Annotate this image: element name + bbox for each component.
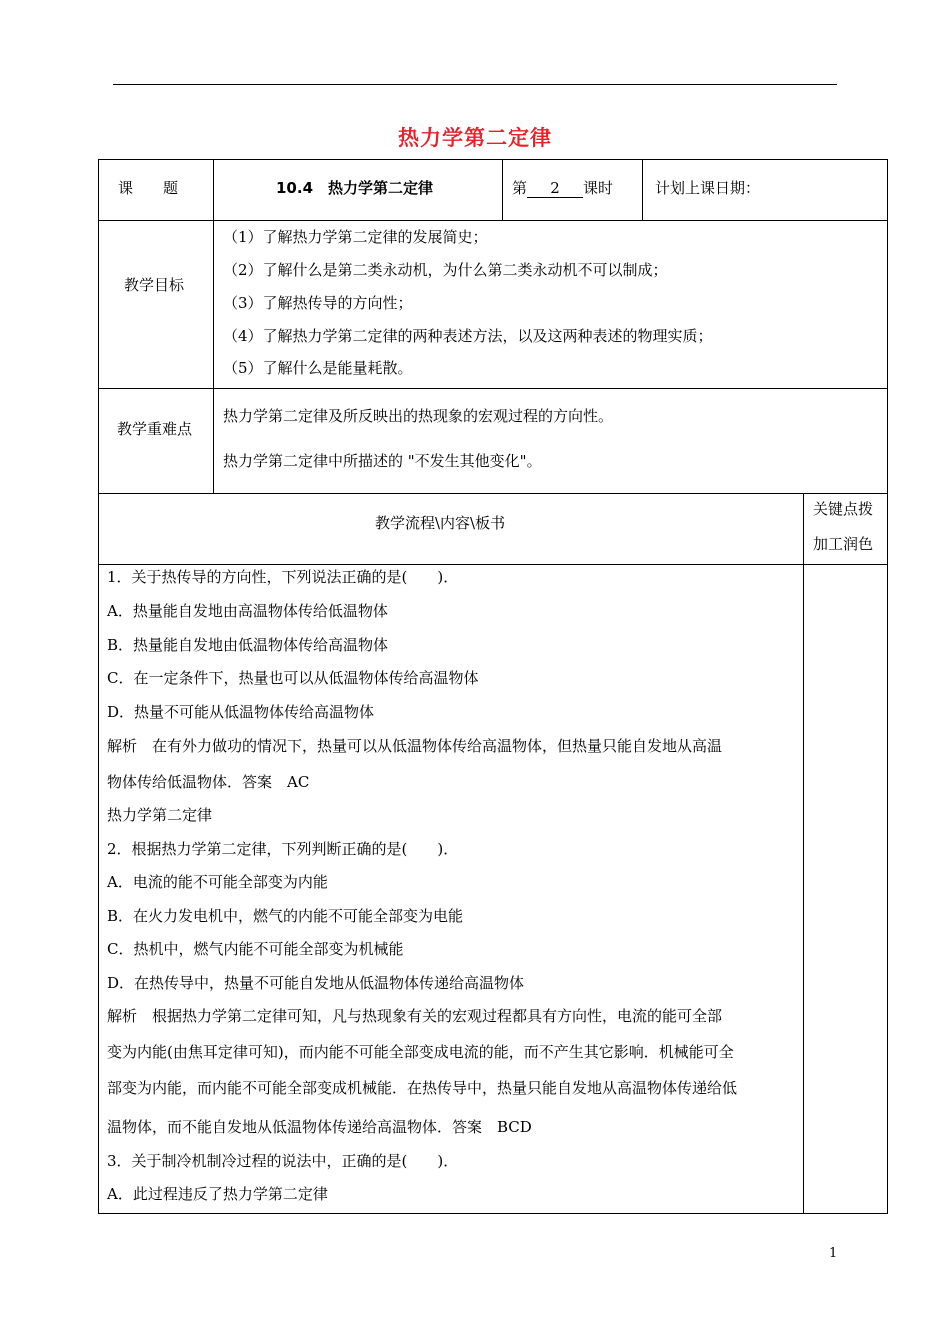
key-point-item: 热力学第二定律中所描述的 "不发生其他变化"。 [223,452,542,470]
row-divider [98,220,888,221]
plan-date-label: 计划上课日期： [655,179,761,197]
col-divider [213,159,214,493]
goal-item: （4）了解热力学第二定律的两种表述方法，以及这两种表述的物理实质； [223,327,713,345]
content-line: B．在火力发电机中，燃气的内能不可能全部变为电能 [107,907,464,925]
content-line: D．在热传导中，热量不可能自发地从低温物体传递给高温物体 [107,974,525,992]
content-line: A．热量能自发地由高温物体传给低温物体 [107,602,388,620]
content-line: 解析 根据热力学第二定律可知，凡与热现象有关的宏观过程都具有方向性，电流的能可全部 [107,1007,723,1025]
content-line: D．热量不可能从低温物体传给高温物体 [107,703,375,721]
period-prefix: 第 [512,179,528,197]
key-point-item: 热力学第二定律及所反映出的热现象的宏观过程的方向性。 [223,407,614,425]
header-rule [113,84,837,85]
content-line: A．此过程违反了热力学第二定律 [107,1185,328,1203]
content-line: B．热量能自发地由低温物体传给高温物体 [107,636,389,654]
content-line: 温物体，而不能自发地从低温物体传递给高温物体．答案 BCD [107,1118,532,1136]
period-field [512,177,613,198]
goal-item: （1）了解热力学第二定律的发展简史； [223,228,488,246]
col-divider [502,159,503,221]
row-divider [98,564,888,565]
content-line: A．电流的能不可能全部变为内能 [107,873,328,891]
table-border-left [98,159,99,1214]
col-divider [803,493,804,1214]
content-line: 部变为内能，而内能不可能全部变成机械能．在热传导中，热量只能自发地从高温物体传递给低 [107,1079,738,1097]
page-title: 热力学第二定律 [398,126,552,150]
row-divider [98,493,888,494]
flow-header-label: 教学流程\内容\板书 [375,514,506,532]
period-suffix: 课时 [583,179,614,197]
content-line: 解析 在有外力做功的情况下，热量可以从低温物体传给高温物体，但热量只能自发地从高温 [107,737,723,755]
content-line: 1．关于热传导的方向性，下列说法正确的是( )． [107,568,459,586]
content-line: 物体传给低温物体．答案 AC [107,773,310,791]
col-divider [642,159,643,221]
content-line: 3．关于制冷机制冷过程的说法中，正确的是( )． [107,1152,459,1170]
content-line: C．热机中，燃气内能不可能全部变为机械能 [107,940,404,958]
table-border-bottom [98,1213,888,1214]
key-points-label: 教学重难点 [117,420,193,438]
lesson-topic: 10.4 热力学第二定律 [276,179,434,197]
table-border-top [98,159,888,160]
side-header-line2: 加工润色 [813,535,874,553]
goals-label: 教学目标 [124,276,185,294]
table-border-right [887,159,888,1214]
page-number: 1 [829,1246,838,1261]
goal-item: （2）了解什么是第二类永动机，为什么第二类永动机不可以制成； [223,261,668,279]
goal-item: （3）了解热传导的方向性； [223,294,413,312]
goal-item: （5）了解什么是能量耗散。 [223,359,413,377]
row-divider [98,388,888,389]
content-line: 变为内能(由焦耳定律可知)，而内能不可能全部变成电流的能，而不产生其它影响．机械能可全 [107,1043,734,1061]
period-number: 2 [527,179,583,198]
side-header-line1: 关键点拨 [813,500,874,518]
content-line: 热力学第二定律 [107,806,213,824]
subject-label: 课 题 [118,179,179,197]
content-line: C．在一定条件下，热量也可以从低温物体传给高温物体 [107,669,479,687]
content-line: 2．根据热力学第二定律，下列判断正确的是( )． [107,840,459,858]
